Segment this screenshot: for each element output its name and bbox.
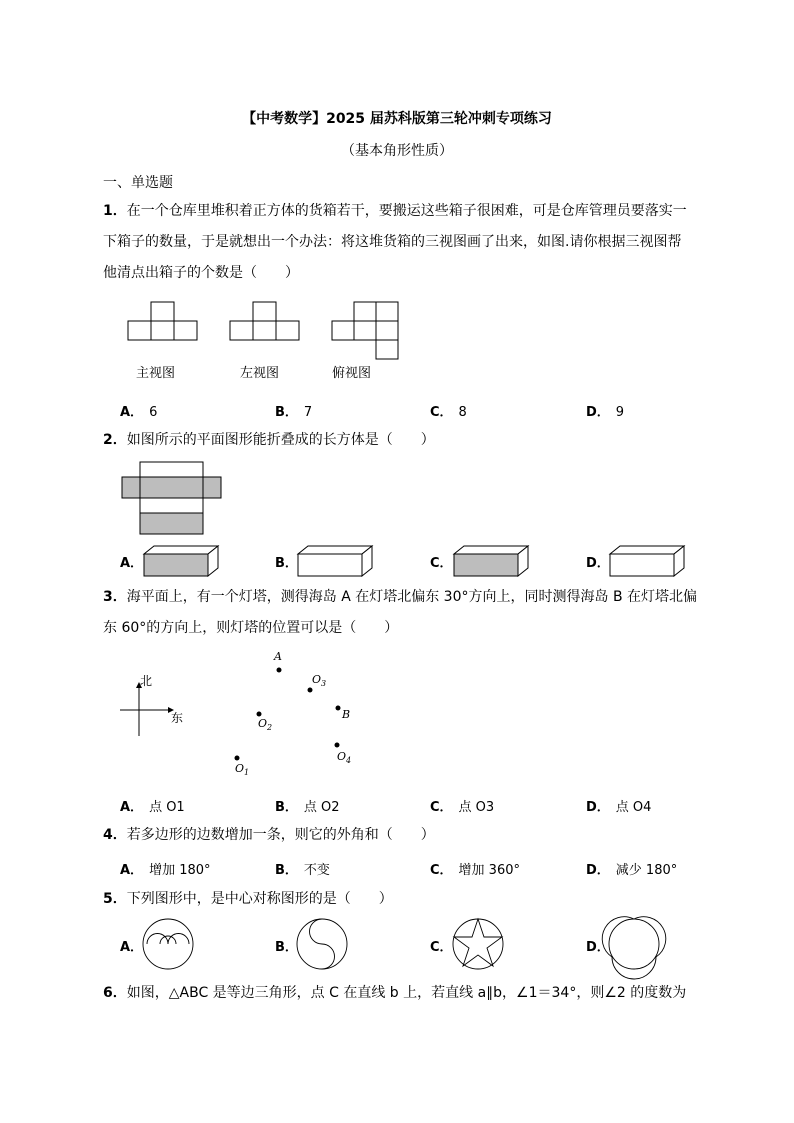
question-text-line: 如图，△ABC 是等边三角形，点 C 在直线 b 上，若直线 a∥b，∠1＝34°，则∠2 的度数为 (126, 985, 687, 1001)
question-text-line: 他清点出箱子的个数是（ ） (103, 265, 299, 281)
option-a[interactable]: A． 增加 180° (120, 863, 211, 878)
question-text-line: 海平面上，有一个灯塔，测得海岛 A 在灯塔北偏东 30°方向上，同时测得海岛 B 在灯塔北偏 (126, 589, 697, 605)
question-text-line: 下箱子的数量，于是就想出一个办法：将这堆货箱的三视图画了出来，如图.请你根据三视图帮 (103, 234, 682, 250)
option-b[interactable]: B． (275, 556, 298, 571)
option-c[interactable]: C． 点 O3 (430, 800, 495, 815)
view-label-front: 主视图 (136, 366, 176, 381)
question-text-line: 下列图形中，是中心对称图形的是（ ） (126, 891, 393, 907)
label-o1: $O_1$ (235, 762, 250, 778)
option-d[interactable]: D． (586, 556, 610, 571)
label-o4: $O_4$ (337, 750, 352, 766)
document-title: 【中考数学】2025 届苏科版第三轮冲刺专项练习 (242, 111, 552, 127)
option-a[interactable]: A． 6 (120, 405, 158, 420)
option-b[interactable]: B． 点 O2 (275, 800, 340, 815)
view-label-top: 俯视图 (332, 366, 372, 381)
north-label: 北 (140, 674, 153, 688)
option-b[interactable]: B． (275, 940, 298, 955)
option-c[interactable]: C． 增加 360° (430, 863, 520, 878)
question-text-line: 如图所示的平面图形能折叠成的长方体是（ ） (126, 432, 435, 448)
question-6: 6．如图，△ABC 是等边三角形，点 C 在直线 b 上，若直线 a∥b，∠1＝34°，则∠2 的度数为 (103, 985, 687, 1001)
question-text-line: 东 60°的方向上，则灯塔的位置可以是（ ） (103, 620, 399, 636)
option-d[interactable]: D． 9 (586, 405, 625, 420)
label-o2: $O_2$ (258, 717, 273, 733)
east-label: 东 (171, 711, 184, 725)
option-c[interactable]: C． (430, 940, 453, 955)
document-subtitle: （基本角形性质） (341, 143, 453, 159)
option-c[interactable]: C． 8 (430, 405, 467, 420)
option-a[interactable]: A． (120, 940, 144, 955)
option-d[interactable]: D． 减少 180° (586, 863, 678, 878)
view-label-left: 左视图 (240, 366, 280, 381)
option-a[interactable]: A． (120, 556, 144, 571)
question-text-line: 若多边形的边数增加一条，则它的外角和（ ） (126, 827, 435, 843)
figure-c (453, 919, 503, 969)
figure-b (297, 919, 347, 969)
question-4: 4．若多边形的边数增加一条，则它的外角和（ ） (103, 827, 435, 843)
question-3: 3．海平面上，有一个灯塔，测得海岛 A 在灯塔北偏东 30°方向上，同时测得海岛 B 在灯塔北偏 东 60°的方向上，则灯塔的位置可以是（ ） (103, 582, 697, 644)
label-o3: $O_3$ (312, 673, 327, 689)
label-b: B (342, 708, 351, 721)
label-a: A (274, 650, 282, 663)
question-text-line: 在一个仓库里堆积着正方体的货箱若干，要搬运这些箱子很困难，可是仓库管理员要落实一 (126, 203, 687, 219)
option-b[interactable]: B． 7 (275, 405, 313, 420)
figure-a (143, 919, 193, 969)
question-2: 2．如图所示的平面图形能折叠成的长方体是（ ） (103, 432, 435, 448)
option-d[interactable]: D． 点 O4 (586, 800, 652, 815)
option-c[interactable]: C． (430, 556, 453, 571)
question-number: 1． (103, 203, 127, 219)
option-b[interactable]: B． 不变 (275, 863, 330, 878)
option-a[interactable]: A． 点 O1 (120, 800, 185, 815)
section-heading: 一、单选题 (103, 175, 173, 191)
option-d[interactable]: D． (586, 940, 610, 955)
question-5: 5．下列图形中，是中心对称图形的是（ ） (103, 891, 393, 907)
